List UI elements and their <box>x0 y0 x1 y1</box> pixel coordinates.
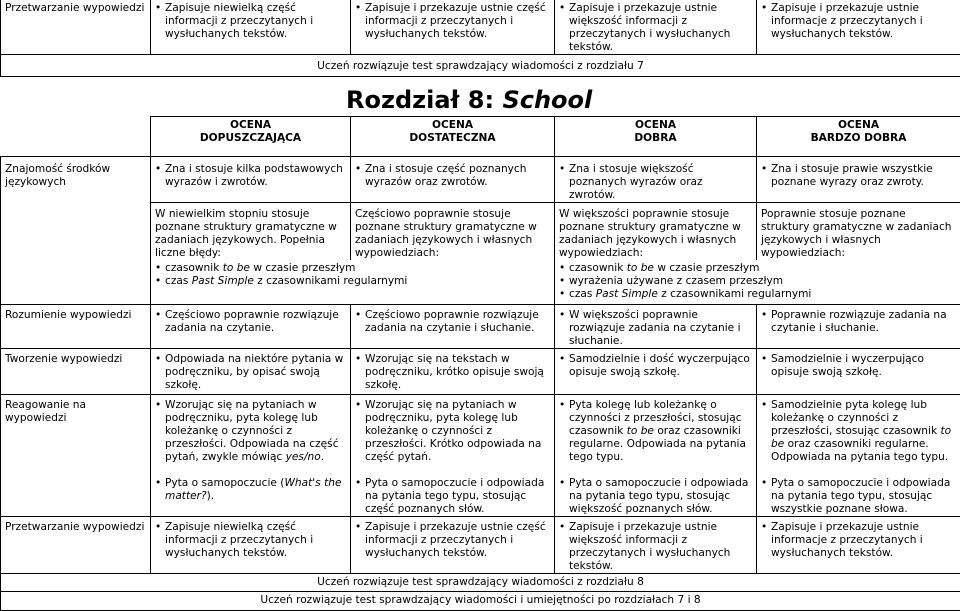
list-item: • Samodzielnie i dość wyczerpująco opisuje swoją szkołę. <box>559 353 752 379</box>
list-item: • Wzorując się na pytaniach w podręczniku, pyta kolegę lub koleżankę o czynności z przeszłości. Krótko odpowiada na część pytań. <box>355 399 550 464</box>
header-dopuszczajaca: OCENA DOPUSZCZAJĄCA <box>151 117 351 157</box>
list-item: • Pyta o samopoczucie i odpowiada na pytania tego typu, stosując większość poznanych słów. <box>559 477 752 516</box>
row-label: Przetwarzanie wypowiedzi <box>1 0 151 55</box>
test-note-chapters-7-8: Uczeń rozwiązuje test sprawdzający wiadomości i umiejętności po rozdziałach 7 i 8 <box>1 591 960 610</box>
list-item: • Zapisuje i przekazuje ustnie część informacji z przeczytanych i wysłuchanych tekstów. <box>355 521 550 560</box>
list-item: • Pyta o samopoczucie i odpowiada na pytania tego typu, stosując wszystkie poznane słowa. <box>761 477 956 516</box>
header-bardzo-dobra: OCENA BARDZO DOBRA <box>757 117 960 157</box>
list-item: • Zapisuje i przekazuje ustnie informacje z przeczytanych i wysłuchanych tekstów. <box>761 2 956 41</box>
list-item: • czas Past Simple z czasownikami regularnymi <box>559 288 956 301</box>
list-item: • Samodzielnie pyta kolegę lub koleżankę o czynności z przeszłości, stosując czasownik to be oraz czasowniki regularne. Odpowiada na pytania tego typu. <box>761 399 956 464</box>
list-item: • W większości poprawnie rozwiązuje zadania na czytanie i słuchanie. <box>559 309 752 348</box>
vocab-item: • Zna i stosuje większość poznanych wyrazów oraz zwrotów. <box>559 163 752 202</box>
list-item: • czas Past Simple z czasownikami regularnymi <box>155 275 550 288</box>
list-item: • czasownik to be w czasie przeszłym <box>155 262 550 275</box>
list-item: • Zapisuje niewielką część informacji z przeczytanych i wysłuchanych tekstów. <box>155 521 346 560</box>
row-label-znajomosc: Znajomość środków językowych <box>1 157 151 305</box>
grammar-list-left <box>151 260 555 304</box>
list-item: • Samodzielnie i wyczerpująco opisuje swoją szkołę. <box>761 353 956 379</box>
list-item: • Wzorując się na tekstach w podręczniku, krótko opisuje swoją szkołę. <box>355 353 550 392</box>
list-item: • Zapisuje i przekazuje ustnie część informacji z przeczytanych i wysłuchanych tekstów. <box>355 2 550 41</box>
grade-table <box>0 116 960 611</box>
top-table <box>0 0 960 77</box>
list-item: • Zapisuje i przekazuje ustnie większość informacji z przeczytanych i wysłuchanych tekstów. <box>559 521 752 573</box>
page-title: Rozdział 8: School <box>346 84 592 116</box>
vocab-item: • Zna i stosuje kilka podstawowych wyrazów i zwrotów. <box>155 163 346 189</box>
list-item: • Częściowo poprawnie rozwiązuje zadania na czytanie i słuchanie. <box>355 309 550 335</box>
list-item: • czasownik to be w czasie przeszłym <box>559 262 956 275</box>
list-item: • Poprawnie rozwiązuje zadania na czytanie i słuchanie. <box>761 309 956 335</box>
list-item: • Pyta o samopoczucie i odpowiada na pytania tego typu, stosując część poznanych słów. <box>355 477 550 516</box>
grammar-text: Częściowo poprawnie stosuje poznane struktury gramatyczne w zadaniach językowych i własnych wypowiedziach: <box>351 203 555 261</box>
header-dobra: OCENA DOBRA <box>555 117 757 157</box>
vocab-item: • Zna i stosuje prawie wszystkie poznane wyrazy oraz zwroty. <box>761 163 956 189</box>
list-item: • Zapisuje i przekazuje ustnie większość informacji z przeczytanych i wysłuchanych tekstów. <box>559 2 752 54</box>
test-note: Uczeń rozwiązuje test sprawdzający wiadomości z rozdziału 7 <box>1 55 960 77</box>
grammar-text: W niewielkim stopniu stosuje poznane struktury gramatyczne w zadaniach językowych. Popełnia liczne błędy: <box>151 203 351 261</box>
test-note-chapter-8: Uczeń rozwiązuje test sprawdzający wiadomości z rozdziału 8 <box>1 573 960 591</box>
list-item: • Pyta o samopoczucie (What's the matter?). <box>155 477 346 503</box>
row-label-reagowanie: Reagowanie na wypowiedzi <box>1 394 151 516</box>
vocab-item: • Zna i stosuje część poznanych wyrazów oraz zwrotów. <box>355 163 550 189</box>
list-item: • wyrażenia używane z czasem przeszłym <box>559 275 956 288</box>
grammar-list-right <box>555 260 960 304</box>
grammar-text: W większości poprawnie stosuje poznane struktury gramatyczne w zadaniach językowych i własnych wypowiedziach: <box>555 203 757 261</box>
title-word: School <box>502 86 592 114</box>
row-label-tworzenie: Tworzenie wypowiedzi <box>1 348 151 394</box>
list-item: • Zapisuje i przekazuje ustnie informacje z przeczytanych i wysłuchanych tekstów. <box>761 521 956 560</box>
grammar-text: Poprawnie stosuje poznane struktury gramatyczne w zadaniach językowych i własnych wypowiedziach: <box>757 203 960 261</box>
row-label-przetwarzanie: Przetwarzanie wypowiedzi <box>1 516 151 573</box>
list-item: • Wzorując się na pytaniach w podręczniku, pyta kolegę lub koleżankę o czynności z przeszłości. Odpowiada na część pytań, zwykle mówiąc yes/no. <box>155 399 346 464</box>
list-item: • Pyta kolegę lub koleżankę o czynności z przeszłości, stosując czasownik to be oraz czasowniki regularne. Odpowiada na pytania tego typu. <box>559 399 752 464</box>
row-label-rozumienie: Rozumienie wypowiedzi <box>1 304 151 348</box>
list-item: • Częściowo poprawnie rozwiązuje zadania na czytanie. <box>155 309 346 335</box>
header-dostateczna: OCENA DOSTATECZNA <box>351 117 555 157</box>
list-item: • Zapisuje niewielką część informacji z przeczytanych i wysłuchanych tekstów. <box>155 2 346 41</box>
list-item: • Odpowiada na niektóre pytania w podręczniku, by opisać swoją szkołę. <box>155 353 346 392</box>
